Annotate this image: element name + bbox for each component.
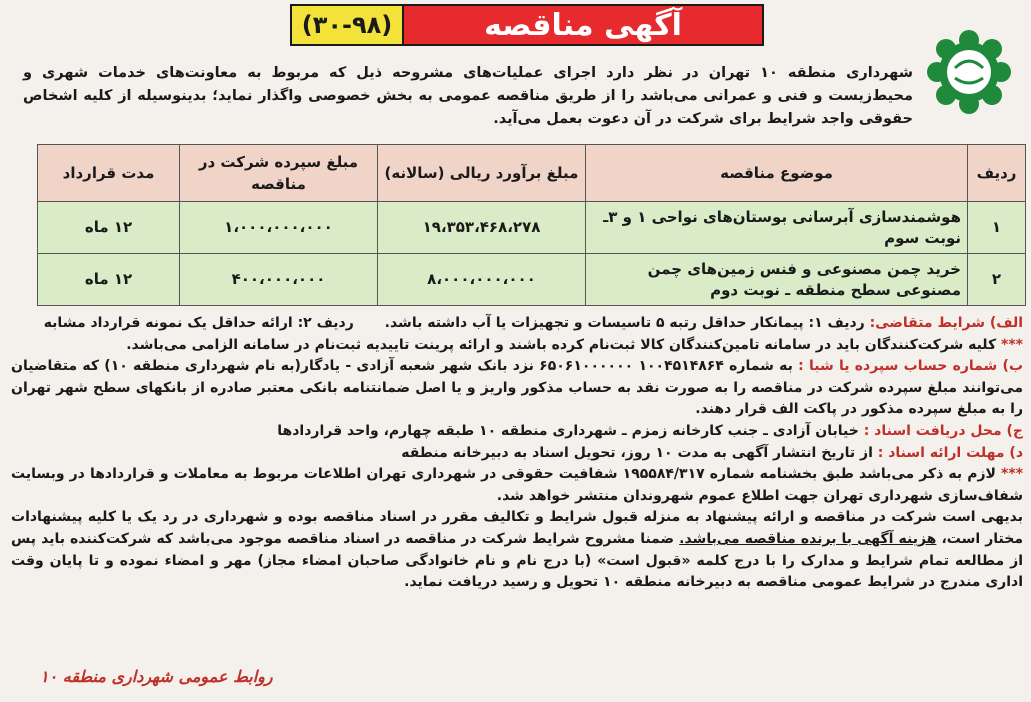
section-d-text: از تاریخ انتشار آگهی به مدت ۱۰ روز، تحویل اسناد به دبیرخانه منطقه — [401, 444, 873, 461]
signature: روابط عمومی شهرداری منطقه ۱۰ — [40, 667, 273, 686]
final-text-2: ضمنا مشروح شرایط شرکت در مناقصه در اسناد مناقصه موجود می‌باشد که شرکت‌کننده باید پس از مطالعه تمام شرایط و مدارک را با درج کلمه «قبول است» (با درج نام و نام خانوادگی صاحبان امضاء مجاز) مهر و امضاء نموده و تا پایان وقت اداری مندرج در شرایط عمومی مناقصه به دبیرخانه منطقه ۱۰ تحویل و رسید دریافت نماید. — [11, 530, 1023, 591]
cell-subject: هوشمندسازی آبرسانی بوستان‌های نواحی ۱ و ۳ـ نوبت سوم — [586, 202, 968, 254]
cell-deposit: ۴۰۰،۰۰۰،۰۰۰ — [180, 254, 378, 306]
section-c-title: ج) محل دریافت اسناد : — [863, 422, 1023, 439]
section-b — [11, 356, 1023, 421]
col-header-duration: مدت قرارداد — [38, 145, 180, 202]
section-c — [11, 421, 1023, 443]
cell-deposit: ۱،۰۰۰،۰۰۰،۰۰۰ — [180, 202, 378, 254]
section-a-note-text: کلیه شرکت‌کنندگان باید در سامانه تامین‌کنندگان کالا ثبت‌نام کرده باشند و ارائه پرینت تاییدیه ثبت‌نام در سامانه الزامی می‌باشد. — [126, 336, 997, 353]
row2-text: ارائه حداقل یک نمونه قرارداد مشابه — [43, 315, 293, 331]
star-marker: *** — [1001, 466, 1024, 483]
star-marker: *** — [1001, 336, 1023, 353]
cell-estimate: ۸،۰۰۰،۰۰۰،۰۰۰ — [378, 254, 586, 306]
cell-duration: ۱۲ ماه — [38, 254, 180, 306]
row1-label: ردیف ۱: — [808, 315, 865, 331]
cell-duration: ۱۲ ماه — [38, 202, 180, 254]
col-header-estimate: مبلغ برآورد ریالی (سالانه) — [378, 145, 586, 202]
tender-table — [37, 144, 1026, 306]
row2-label: ردیف ۲: — [297, 315, 354, 331]
final-paragraph — [11, 507, 1023, 593]
cell-estimate: ۱۹،۳۵۳،۴۶۸،۲۷۸ — [378, 202, 586, 254]
section-c-text: خیابان آزادی ـ جنب کارخانه زمزم ـ شهرداری منطقه ۱۰ طبقه چهارم، واحد قراردادها — [277, 422, 859, 439]
col-header-deposit: مبلغ سپرده شرکت در مناقصه — [180, 145, 378, 202]
cell-row-number: ۱ — [968, 202, 1026, 254]
cell-row-number: ۲ — [968, 254, 1026, 306]
section-b-text: به شماره ۱۰۰۴۵۱۴۸۶۴ ۶۵۰۶۱۰۰۰۰۰۰ نزد بانک شهر شعبه آزادی - یادگار(به نام شهرداری منطقه ۱۰) که متقاضیان می‌توانند مبلغ سپرده شرکت در مناقصه را به صورت نقد به حساب مذکور واریز و یا اصل ضمانتنامه بانکی معتبر صادره از بانکهای سطح شهر تهران را به مبلغ سپرده مذکور در پاکت الف قرار دهند. — [11, 358, 1023, 418]
tehran-municipality-emblem-icon — [925, 28, 1013, 116]
section-d-title: د) مهلت ارائه اسناد : — [877, 444, 1023, 461]
notice-body — [11, 313, 1023, 594]
section-a-title: الف) شرایط متقاضی: — [869, 315, 1023, 331]
col-header-row: ردیف — [968, 145, 1026, 202]
section-a — [11, 313, 1023, 335]
final-text-underlined: هزینه آگهی با برنده مناقصه می‌باشد. — [679, 530, 937, 547]
table-header-row — [38, 145, 1026, 202]
section-e — [11, 464, 1023, 507]
cell-subject: خرید چمن مصنوعی و فنس زمین‌های چمن مصنوعی سطح منطقه ـ نوبت دوم — [586, 254, 968, 306]
section-d — [11, 443, 1023, 465]
final-text-1: بدیهی است شرکت در مناقصه و ارائه پیشنهاد به منزله قبول شرایط و تکالیف مقرر در اسناد مناقصه بوده و شهرداری در رد یک یا کلیه پیشنهادات مختار است، — [11, 509, 1024, 547]
table-row — [38, 202, 1026, 254]
table-row — [38, 254, 1026, 306]
notice-title: آگهی مناقصه — [402, 4, 764, 46]
section-b-title: ب) شماره حساب سپرده یا شبا : — [798, 358, 1024, 375]
notice-number: (۳۰-۹۸) — [290, 4, 402, 46]
intro-paragraph: شهرداری منطقه ۱۰ تهران در نظر دارد اجرای عملیات‌های مشروحه ذیل که مربوط به معاونت‌های خدمات شهری و محیط‌زیست و فنی و عمرانی می‌باشد را از طریق مناقصه عمومی به بخش خصوصی واگذار نماید؛ بدینوسیله از کلیه اشخاص حقوقی واجد شرایط برای شرکت در آن دعوت بعمل می‌آید. — [23, 65, 913, 127]
row1-text: پیمانکار حداقل رتبه ۵ تاسیسات و تجهیزات یا آب داشته باشد. — [384, 315, 804, 331]
section-e-text: لازم به ذکر می‌باشد طبق بخشنامه شماره ۱۹۵۵۸۴/۳۱۷ شفافیت حقوقی در شهرداری تهران اطلاعات مربوط به معاملات و قراردادها در وبسایت شفاف‌سازی شهرداری تهران جهت اطلاع عموم شهروندان منتشر خواهد شد. — [11, 466, 1023, 504]
col-header-subject: موضوع مناقصه — [586, 145, 968, 202]
notice-banner — [290, 4, 764, 46]
section-a-note — [11, 335, 1023, 357]
